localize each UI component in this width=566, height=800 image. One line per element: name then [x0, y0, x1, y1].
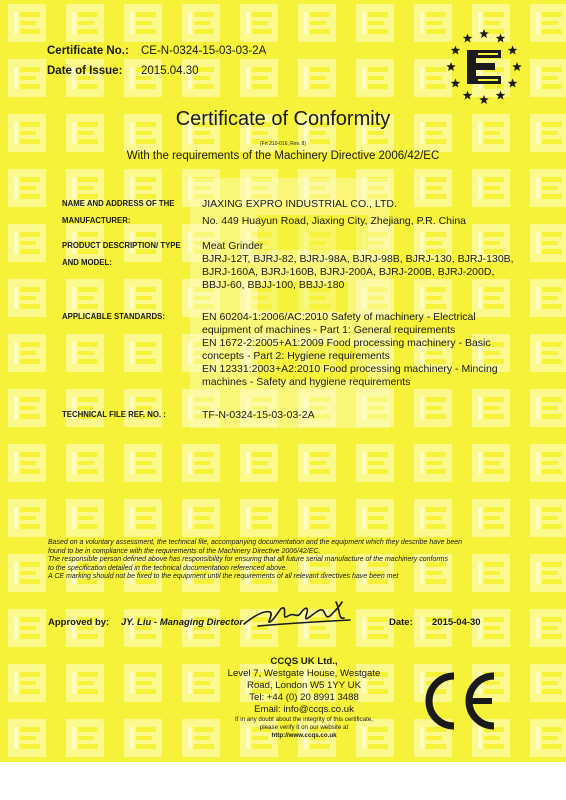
pattern-e-block	[472, 444, 510, 482]
page-title: Certificate of Conformity	[175, 108, 391, 130]
logo-star-icon	[463, 91, 473, 100]
pattern-e-block	[124, 499, 162, 537]
issuer-name: CCQS UK Ltd.,	[270, 656, 338, 667]
certificate-no-label: Certificate No.:	[47, 45, 129, 57]
certificate-no-value: CE-N-0324-15-03-03-2A	[141, 45, 267, 57]
pattern-e-block	[124, 4, 162, 42]
handwritten-signature	[240, 598, 358, 632]
pattern-e-block	[356, 4, 394, 42]
manufacturer-value: JIAXING EXPRO INDUSTRIAL CO., LTD. No. 449 Huayun Road, Jiaxing City, Zhejiang, P.R. China	[202, 198, 467, 227]
pattern-e-block	[240, 499, 278, 537]
logo-star-icon	[479, 29, 489, 38]
logo-star-icon	[512, 62, 522, 71]
manufacturer-label: NAME AND ADDRESS OF THE MANUFACTURER:	[62, 199, 175, 225]
logo-star-icon	[496, 91, 506, 100]
logo-star-icon	[451, 79, 461, 88]
pattern-e-block	[414, 499, 452, 537]
pattern-e-block	[8, 609, 46, 647]
pattern-e-block	[472, 554, 510, 592]
pattern-e-block	[8, 279, 46, 317]
pattern-e-block	[356, 499, 394, 537]
logo-star-icon	[508, 46, 518, 55]
ccqs-star-e-logo	[445, 26, 523, 106]
pattern-e-block	[356, 59, 394, 97]
pattern-e-block	[530, 389, 566, 427]
approver-name: JY. Liu - Managing Director	[121, 617, 244, 628]
pattern-e-block	[472, 609, 510, 647]
pattern-e-block	[298, 499, 336, 537]
pattern-e-block	[182, 4, 220, 42]
logo-star-icon	[479, 95, 489, 104]
pattern-e-block	[530, 719, 566, 757]
ce-mark-icon	[418, 670, 500, 732]
pattern-e-block	[356, 444, 394, 482]
pattern-e-block	[530, 664, 566, 702]
pattern-e-block	[66, 4, 104, 42]
pattern-e-block	[472, 169, 510, 207]
pattern-e-block	[414, 609, 452, 647]
standards-value: EN 60204-1:2006/AC:2010 Safety of machinery - Electrical equipment of machines - Part 1: General requirements EN 1672-2:2005+A1:2009 Food processing machinery - Basic concepts - Part 2: Hygiene requirements EN 12331:2003+A2:2010 Food processing machinery - Mincing machines - Safety and hygiene requirements	[202, 311, 498, 388]
date-of-issue-value: 2015.04.30	[141, 65, 199, 77]
pattern-e-block	[8, 334, 46, 372]
pattern-e-block	[530, 224, 566, 262]
approval-date-value: 2015-04-30	[432, 617, 481, 628]
pattern-e-block	[66, 609, 104, 647]
issuer-phone: Tel: +44 (0) 20 8991 3488	[249, 692, 359, 703]
pattern-e-block	[240, 59, 278, 97]
pattern-e-block	[8, 664, 46, 702]
approval-date-label: Date:	[389, 617, 413, 628]
pattern-e-block	[530, 499, 566, 537]
technical-file-value: TF-N-0324-15-03-03-2A	[202, 409, 315, 421]
pattern-e-block	[182, 499, 220, 537]
pattern-e-block	[8, 389, 46, 427]
pattern-e-block	[8, 59, 46, 97]
pattern-e-block	[240, 444, 278, 482]
pattern-e-block	[356, 609, 394, 647]
pattern-e-block	[298, 4, 336, 42]
pattern-e-block	[66, 499, 104, 537]
pattern-e-block	[66, 664, 104, 702]
pattern-e-block	[414, 444, 452, 482]
pattern-e-block	[530, 279, 566, 317]
technical-file-label: TECHNICAL FILE REF. NO. :	[62, 410, 166, 419]
product-value: Meat Grinder BJRJ-12T, BJRJ-82, BJRJ-98A, BJRJ-98B, BJRJ-130, BJRJ-130B, BJRJ-160A, BJRJ-160B, BJRJ-200A, BJRJ-200B, BJRJ-200D, BBJJ-60, BBJJ-100, BBJJ-180	[202, 240, 514, 291]
pattern-e-block	[530, 609, 566, 647]
pattern-e-block	[8, 554, 46, 592]
logo-star-icon	[446, 62, 456, 71]
pattern-e-block	[240, 4, 278, 42]
pattern-e-block	[530, 334, 566, 372]
pattern-e-block	[8, 169, 46, 207]
pattern-e-block	[8, 224, 46, 262]
pattern-e-block	[298, 444, 336, 482]
pattern-e-block	[8, 4, 46, 42]
pattern-e-block	[124, 334, 162, 372]
pattern-e-block	[414, 389, 452, 427]
pattern-e-block	[66, 444, 104, 482]
pattern-e-block	[530, 4, 566, 42]
pattern-e-block	[8, 444, 46, 482]
pattern-e-block	[124, 719, 162, 757]
pattern-e-block	[124, 444, 162, 482]
pattern-e-block	[530, 444, 566, 482]
pattern-e-block	[124, 664, 162, 702]
pattern-e-block	[472, 389, 510, 427]
pattern-e-block	[472, 499, 510, 537]
logo-star-icon	[508, 79, 518, 88]
product-label: PRODUCT DESCRIPTION/ TYPE AND MODEL:	[62, 241, 181, 267]
logo-star-icon	[463, 33, 473, 42]
pattern-e-block	[530, 169, 566, 207]
pattern-e-block	[530, 59, 566, 97]
pattern-e-block	[124, 609, 162, 647]
compliance-statement: Based on a voluntary assessment, the technical file, accompanying documentation and the equipment which they describe have been found to be in compliance with the requirements of the Machinery Directive 2006/42/EC. The responsible person defined above has responsibility for ensuring that all future serial manufacture of the machinery conforms to the specification detailed in the technical documentation referenced above. A CE marking should not be fixed to the equipment until the requirements of all relevant directives have been met	[48, 539, 463, 580]
approved-by-label: Approved by:	[48, 617, 110, 628]
pattern-e-block	[66, 334, 104, 372]
directive-statement: With the requirements of the Machinery Directive 2006/42/EC	[126, 150, 440, 162]
pattern-e-block	[8, 719, 46, 757]
logo-star-icon	[451, 46, 461, 55]
issuer-address-block: CCQS UK Ltd., Level 7, Westgate House, Westgate Road, London W5 1YY UK Tel: +44 (0) 20 8991 3488 Email: info@ccqs.co.uk If in any doubt about the integrity of this certificate, please verify it on our website at http://www.ccqs.co.uk	[214, 656, 394, 740]
standards-label: APPLICABLE STANDARDS:	[62, 312, 165, 321]
logo-e-icon	[467, 50, 501, 84]
logo-star-icon	[496, 33, 506, 42]
pattern-e-block	[298, 59, 336, 97]
pattern-e-block	[182, 444, 220, 482]
issuer-website-link[interactable]: http://www.ccqs.co.uk	[271, 732, 337, 739]
date-of-issue-label: Date of Issue:	[47, 65, 123, 77]
pattern-e-block	[182, 609, 220, 647]
pattern-e-block	[66, 719, 104, 757]
pattern-e-block	[530, 554, 566, 592]
form-reference: (Frt 210-016, Rev. 8)	[259, 141, 307, 147]
issuer-email: Email: info@ccqs.co.uk	[254, 704, 354, 715]
pattern-e-block	[8, 499, 46, 537]
